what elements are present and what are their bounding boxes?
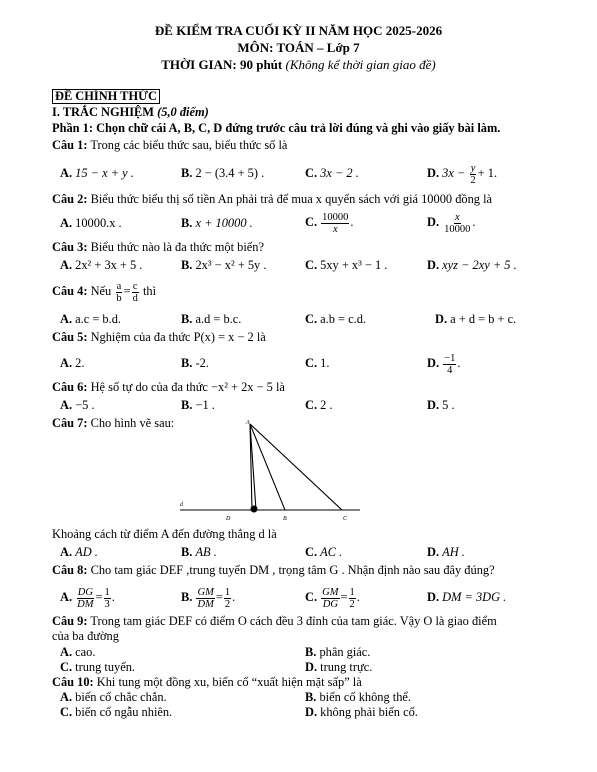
q4-option-b[interactable] bbox=[181, 312, 241, 326]
q7-question-text bbox=[52, 527, 277, 541]
fraction bbox=[104, 587, 111, 610]
opt-text: 2x² + 3x + 5 . bbox=[75, 258, 143, 272]
opt-text: trung trực. bbox=[320, 660, 373, 674]
q3-option-a[interactable] bbox=[60, 258, 142, 272]
opt-text: phân giác. bbox=[319, 645, 371, 659]
opt-text: x + 10000 . bbox=[195, 216, 253, 230]
exam-subject: MÔN: TOÁN – Lớp 7 bbox=[237, 40, 360, 55]
question-5 bbox=[52, 330, 266, 344]
q2-option-b[interactable] bbox=[181, 216, 253, 230]
q5-label: Câu 5: bbox=[52, 330, 88, 344]
question-8 bbox=[52, 563, 495, 577]
q2-label: Câu 2: bbox=[52, 192, 88, 206]
numerator: 1 bbox=[104, 586, 110, 598]
opt-letter: B. bbox=[181, 166, 193, 180]
question-3 bbox=[52, 240, 264, 254]
q3-option-c[interactable] bbox=[305, 258, 387, 272]
label-A: A bbox=[246, 420, 250, 426]
q5-option-b[interactable] bbox=[181, 356, 209, 370]
opt-text: -2. bbox=[195, 356, 209, 370]
opt-letter: C. bbox=[60, 660, 73, 674]
numerator: GM bbox=[322, 586, 339, 598]
part1-instruction bbox=[52, 121, 500, 135]
q1-option-a[interactable] bbox=[60, 166, 134, 180]
q8-option-a[interactable]: A. $\frac{DG}{DM}$ = $\frac{1}{3}$ . bbox=[60, 586, 115, 610]
q7-option-a[interactable] bbox=[60, 545, 98, 559]
question-9 bbox=[52, 614, 497, 628]
opt-letter: B. bbox=[181, 545, 193, 559]
opt-letter: B. bbox=[181, 312, 193, 326]
fraction bbox=[196, 587, 214, 610]
fraction bbox=[115, 281, 122, 304]
q9-text: Trong tam giác DEF có điểm O cách đều 3 đỉnh của tam giác. Vậy O là giao điểm bbox=[90, 614, 497, 628]
label-D: D bbox=[226, 516, 231, 522]
q7-text: Cho hình vẽ sau: bbox=[90, 416, 175, 430]
opt-text-tail: + 1. bbox=[477, 166, 498, 180]
time-note: (Không kể thời gian giao đề) bbox=[285, 57, 436, 72]
q5-option-a[interactable] bbox=[60, 356, 84, 370]
denominator: DM bbox=[197, 598, 214, 610]
q6-label: Câu 6: bbox=[52, 380, 88, 394]
section1-name: I. TRẮC NGHIỆM bbox=[52, 105, 155, 119]
opt-letter: B. bbox=[181, 398, 193, 412]
q7-option-d[interactable] bbox=[427, 545, 465, 559]
numerator: −1 bbox=[444, 352, 456, 364]
fraction bbox=[76, 587, 94, 610]
q2-option-d[interactable]: D. $\frac{x}{10000}$ . bbox=[427, 211, 476, 235]
opt-letter: D. bbox=[435, 312, 448, 326]
opt-text: a.d = b.c. bbox=[195, 312, 242, 326]
q3-option-b[interactable] bbox=[181, 258, 266, 272]
opt-text: 2 − (3.4 + 5) . bbox=[195, 166, 265, 180]
opt-letter: C. bbox=[305, 215, 318, 229]
fraction bbox=[443, 212, 471, 235]
q10-option-d[interactable] bbox=[305, 705, 418, 719]
denominator: b bbox=[116, 292, 122, 304]
opt-letter: D. bbox=[427, 398, 440, 412]
q8-option-d[interactable] bbox=[427, 590, 506, 604]
point-H bbox=[251, 506, 258, 513]
q10-text: Khi tung một đồng xu, biến cố “xuất hiện mặt sấp” là bbox=[96, 675, 362, 689]
numerator: 1 bbox=[349, 586, 355, 598]
q6-option-c[interactable] bbox=[305, 398, 333, 412]
q8-option-b[interactable]: B. $\frac{GM}{DM}$ = $\frac{1}{2}$ . bbox=[181, 586, 236, 610]
q3-text: Biểu thức nào là đa thức một biến? bbox=[90, 240, 265, 254]
fraction bbox=[469, 163, 476, 186]
opt-text: 5xy + x³ − 1 . bbox=[320, 258, 388, 272]
opt-letter: B. bbox=[181, 590, 193, 604]
opt-text: 1. bbox=[320, 356, 330, 370]
label-B: B bbox=[283, 516, 287, 522]
q9-text-line2: của ba đường bbox=[52, 629, 119, 643]
opt-letter: C. bbox=[305, 312, 318, 326]
opt-text: cao. bbox=[75, 645, 96, 659]
opt-letter: C. bbox=[305, 356, 318, 370]
numerator: GM bbox=[197, 586, 214, 598]
q6-option-d[interactable] bbox=[427, 398, 455, 412]
denominator: 2 bbox=[470, 174, 476, 186]
segment-AC bbox=[250, 424, 342, 510]
numerator: DG bbox=[77, 586, 93, 598]
opt-letter: D. bbox=[427, 258, 440, 272]
numerator: 1 bbox=[224, 586, 231, 598]
q4-pre: Nếu bbox=[90, 284, 112, 298]
opt-text: −5 . bbox=[75, 398, 95, 412]
question-4: Câu 4: Nếu $\frac{a}{b}$ = $\frac{c}{d}$ thì bbox=[52, 280, 157, 304]
question-10 bbox=[52, 675, 362, 689]
q1-option-d[interactable] bbox=[427, 160, 497, 186]
opt-text: xyz − 2xy + 5 . bbox=[442, 258, 517, 272]
opt-letter: B. bbox=[305, 690, 317, 704]
q5-option-d[interactable]: D. $\frac{-1}{4}$ . bbox=[427, 352, 461, 376]
denominator: d bbox=[132, 292, 138, 304]
denominator: 2 bbox=[224, 598, 231, 610]
numerator: 10000 bbox=[322, 211, 349, 223]
q6-option-a[interactable] bbox=[60, 398, 95, 412]
opt-letter: C. bbox=[60, 705, 73, 719]
numerator: c bbox=[132, 280, 138, 292]
opt-text: 15 − x + y . bbox=[75, 166, 134, 180]
opt-text: AB . bbox=[195, 545, 217, 559]
section1-points: (5,0 điểm) bbox=[157, 105, 209, 119]
question-2 bbox=[52, 192, 492, 206]
question-1 bbox=[52, 138, 287, 152]
q10-option-c[interactable] bbox=[60, 705, 172, 719]
fraction bbox=[443, 353, 456, 376]
q6-text: Hệ số tự do của đa thức −x² + 2x − 5 là bbox=[90, 380, 285, 394]
denominator: 2 bbox=[349, 598, 355, 610]
opt-letter: A. bbox=[60, 645, 73, 659]
label-d: d bbox=[180, 502, 183, 508]
q9-option-d[interactable] bbox=[305, 660, 372, 674]
official-badge: ĐỀ CHÍNH THỨC bbox=[52, 89, 160, 104]
denominator: 4 bbox=[447, 364, 453, 376]
q3-option-d[interactable] bbox=[427, 258, 517, 272]
q5-text: Nghiệm của đa thức P(x) = x − 2 là bbox=[90, 330, 266, 344]
opt-text: 3x − bbox=[442, 166, 469, 180]
q1-option-c[interactable] bbox=[305, 166, 359, 180]
opt-text: a.c = b.d. bbox=[75, 312, 122, 326]
opt-text: a + d = b + c. bbox=[450, 312, 517, 326]
q4-option-a[interactable] bbox=[60, 312, 121, 326]
q8-label: Câu 8: bbox=[52, 563, 88, 577]
q2-text: Biểu thức biểu thị số tiền An phải trả để mua x quyển sách với giá 10000 đồng là bbox=[90, 192, 493, 206]
opt-letter: C. bbox=[305, 258, 318, 272]
opt-letter: D. bbox=[427, 545, 440, 559]
fraction bbox=[349, 587, 356, 610]
q5-option-c[interactable] bbox=[305, 356, 329, 370]
q6-option-b[interactable] bbox=[181, 398, 215, 412]
q10-label: Câu 10: bbox=[52, 675, 94, 689]
opt-letter: C. bbox=[305, 545, 318, 559]
opt-text: 2 . bbox=[320, 398, 333, 412]
q4-post: thì bbox=[142, 284, 157, 298]
q9-option-a[interactable] bbox=[60, 645, 95, 659]
opt-text: 10000.x . bbox=[75, 216, 122, 230]
opt-text: a.b = c.d. bbox=[320, 312, 367, 326]
numerator: y bbox=[470, 162, 476, 174]
q7-after: Khoảng cách từ điểm A đến đường thẳng d là bbox=[52, 527, 277, 541]
opt-letter: B. bbox=[305, 645, 317, 659]
opt-text: 5 . bbox=[442, 398, 455, 412]
opt-letter: A. bbox=[60, 398, 73, 412]
q7-figure bbox=[170, 416, 370, 528]
opt-letter: D. bbox=[427, 215, 440, 229]
opt-letter: D. bbox=[305, 660, 318, 674]
opt-letter: A. bbox=[60, 216, 73, 230]
fraction bbox=[321, 587, 339, 610]
q8-text: Cho tam giác DEF ,trung tuyến DM , trọng tâm G . Nhận định nào sau đây đúng? bbox=[90, 563, 495, 577]
q7-label: Câu 7: bbox=[52, 416, 88, 430]
opt-letter: D. bbox=[427, 166, 440, 180]
denominator: DG bbox=[322, 598, 338, 610]
opt-letter: D. bbox=[305, 705, 318, 719]
exam-title: ĐỀ KIỂM TRA CUỐI KỲ II NĂM HỌC 2025-2026 bbox=[154, 23, 443, 38]
numerator: x bbox=[454, 211, 460, 223]
q2-option-c[interactable]: C. $\frac{10000}{x}$ . bbox=[305, 211, 354, 235]
opt-letter: A. bbox=[60, 356, 73, 370]
opt-letter: B. bbox=[181, 356, 193, 370]
q4-option-d[interactable] bbox=[435, 312, 516, 326]
opt-letter: A. bbox=[60, 545, 73, 559]
q1-text: Trong các biểu thức sau, biểu thức số là bbox=[90, 138, 288, 152]
q7-option-c[interactable] bbox=[305, 545, 342, 559]
section1-title bbox=[52, 105, 209, 119]
denominator: DM bbox=[77, 598, 94, 610]
opt-letter: C. bbox=[305, 590, 318, 604]
opt-text: 3x − 2 . bbox=[320, 166, 359, 180]
fraction bbox=[224, 587, 231, 610]
q7-option-b[interactable] bbox=[181, 545, 217, 559]
opt-letter: D. bbox=[427, 356, 440, 370]
q4-label: Câu 4: bbox=[52, 284, 88, 298]
q9-option-b[interactable] bbox=[305, 645, 370, 659]
opt-letter: C. bbox=[305, 398, 318, 412]
question-7 bbox=[52, 416, 174, 430]
q8-option-c[interactable]: C. $\frac{GM}{DG}$ = $\frac{1}{2}$ . bbox=[305, 586, 360, 610]
opt-text: DM = 3DG . bbox=[442, 590, 507, 604]
q1-label: Câu 1: bbox=[52, 138, 88, 152]
opt-text: AH . bbox=[442, 545, 465, 559]
opt-letter: A. bbox=[60, 312, 73, 326]
part1-text: Phần 1: Chọn chữ cái A, B, C, D đứng trước câu trả lời đúng và ghi vào giấy bài làm. bbox=[52, 121, 501, 135]
question-6 bbox=[52, 380, 285, 394]
opt-text: trung tuyến. bbox=[75, 660, 136, 674]
q1-option-b[interactable] bbox=[181, 166, 264, 180]
q9-option-c[interactable] bbox=[60, 660, 135, 674]
opt-letter: A. bbox=[60, 258, 73, 272]
q10-option-b[interactable] bbox=[305, 690, 411, 704]
opt-letter: A. bbox=[60, 590, 73, 604]
opt-text: 2. bbox=[75, 356, 85, 370]
q2-option-a[interactable] bbox=[60, 216, 122, 230]
opt-letter: B. bbox=[181, 216, 193, 230]
fraction bbox=[132, 281, 139, 304]
time-label: THỜI GIAN: 90 phút bbox=[161, 57, 283, 72]
opt-letter: B. bbox=[181, 258, 193, 272]
denominator: 3 bbox=[104, 598, 110, 610]
denominator: 10000 bbox=[444, 223, 471, 235]
opt-text: biến cố ngẫu nhiên. bbox=[75, 705, 173, 719]
opt-letter: C. bbox=[305, 166, 318, 180]
opt-text: 2x³ − x² + 5y . bbox=[195, 258, 267, 272]
q3-label: Câu 3: bbox=[52, 240, 88, 254]
label-C: C bbox=[343, 516, 348, 522]
opt-text: −1 . bbox=[195, 398, 215, 412]
opt-text: biến cố không thể. bbox=[319, 690, 412, 704]
opt-letter: A. bbox=[60, 690, 73, 704]
q10-option-a[interactable] bbox=[60, 690, 167, 704]
numerator: a bbox=[116, 280, 122, 292]
denominator: x bbox=[332, 223, 338, 235]
opt-text: AC . bbox=[320, 545, 343, 559]
opt-text: biến cố chắc chắn. bbox=[75, 690, 167, 704]
fraction bbox=[321, 212, 349, 235]
opt-letter: A. bbox=[60, 166, 73, 180]
opt-text: không phải biến cố. bbox=[320, 705, 418, 719]
q4-option-c[interactable] bbox=[305, 312, 366, 326]
q9-label: Câu 9: bbox=[52, 614, 88, 628]
opt-letter: D. bbox=[427, 590, 440, 604]
opt-text: AD . bbox=[75, 545, 98, 559]
exam-time bbox=[0, 58, 597, 72]
